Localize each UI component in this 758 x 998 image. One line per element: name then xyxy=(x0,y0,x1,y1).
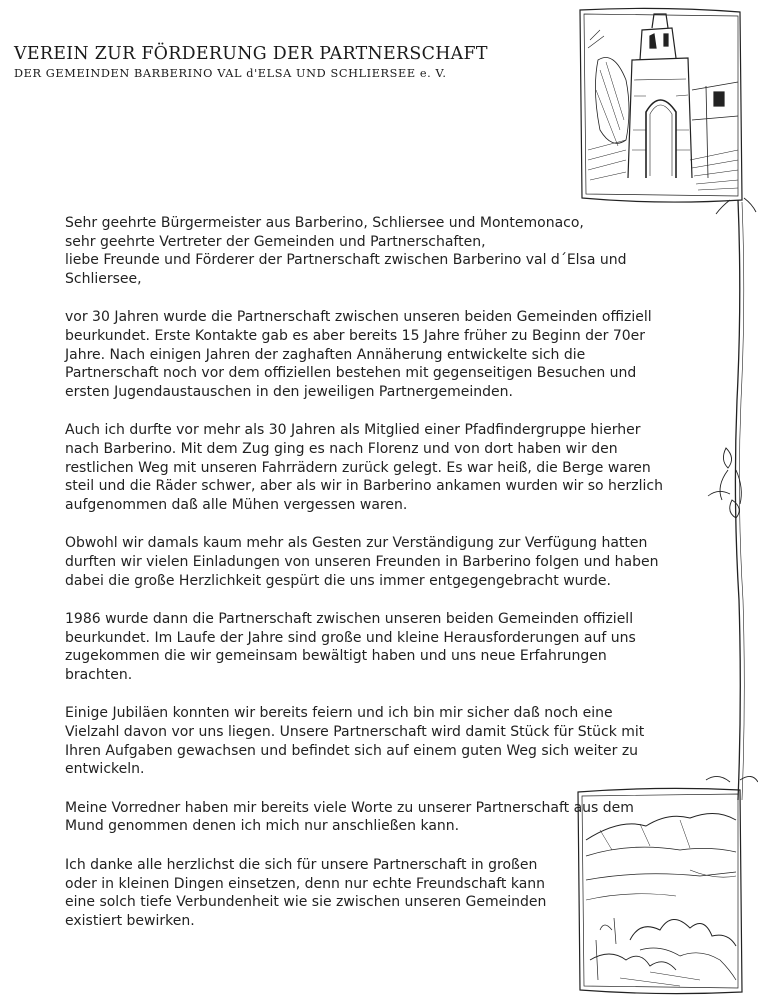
text-line: Jahre. Nach einigen Jahren der zaghaften Annäherung entwickelte sich die xyxy=(65,346,586,363)
text-line: Obwohl wir damals kaum mehr als Gesten zur Verständigung zur Verfügung hatten xyxy=(65,535,648,552)
text-line: Auch ich durfte vor mehr als 30 Jahren als Mitglied einer Pfadfindergruppe hierher xyxy=(65,422,641,439)
text-line: existiert bewirken. xyxy=(65,912,195,929)
text-line: beurkundet. Erste Kontakte gab es aber bereits 15 Jahre früher zu Beginn der 70er xyxy=(65,327,646,344)
text-line: dabei die große Herzlichkeit gespürt die uns immer entgegengebracht wurde. xyxy=(65,572,611,589)
text-line: steil und die Räder schwer, aber als wir in Barberino ankamen wurden wir so herzlich xyxy=(65,478,663,495)
text-line: entwickeln. xyxy=(65,761,145,778)
paragraph-2 xyxy=(65,421,695,514)
text-line: Vielzahl davon vor uns liegen. Unsere Partnerschaft wird damit Stück für Stück mit xyxy=(65,724,645,741)
text-line: Sehr geehrte Bürgermeister aus Barberino, Schliersee und Montemonaco, xyxy=(65,215,584,231)
text-line: liebe Freunde und Förderer der Partnerschaft zwischen Barberino val d´Elsa und xyxy=(65,252,627,269)
text-line: sehr geehrte Vertreter der Gemeinden und Partnerschaften, xyxy=(65,233,486,250)
text-line: ersten Jugendaustauschen in den jeweiligen Partnergemeinden. xyxy=(65,383,513,400)
paragraph-5 xyxy=(65,704,695,778)
text-line: vor 30 Jahren wurde die Partnerschaft zwischen unseren beiden Gemeinden offiziell xyxy=(65,309,652,326)
text-line: Schliersee, xyxy=(65,270,142,287)
paragraph-6 xyxy=(65,799,695,836)
letter-body xyxy=(65,214,695,950)
text-line: 1986 wurde dann die Partnerschaft zwischen unseren beiden Gemeinden offiziell xyxy=(65,611,634,628)
text-line: restlichen Weg mit unseren Fahrrädern zurück gelegt. Es war heiß, die Berge waren xyxy=(65,459,651,476)
paragraph-7 xyxy=(65,856,695,930)
tower-illustration xyxy=(580,8,742,202)
text-line: Mund genommen denen ich mich nur anschließen kann. xyxy=(65,818,460,835)
text-line: Partnerschaft noch vor dem offiziellen bestehen mit gegenseitigen Besuchen und xyxy=(65,365,637,382)
letterhead xyxy=(14,44,574,80)
text-line: Ihren Aufgaben gewachsen und befindet sich auf einem guten Weg sich weiter zu xyxy=(65,742,639,759)
paragraph-3 xyxy=(65,534,695,590)
text-line: Ich danke alle herzlichst die sich für unsere Partnerschaft in großen xyxy=(65,857,538,874)
text-line: aufgenommen daß alle Mühen vergessen waren. xyxy=(65,496,408,513)
text-line: nach Barberino. Mit dem Zug ging es nach Florenz und von dort haben wir den xyxy=(65,440,618,457)
greeting xyxy=(65,214,695,288)
vine-border xyxy=(706,198,758,800)
letterhead-title: VEREIN ZUR FÖRDERUNG DER PARTNERSCHAFT xyxy=(14,44,488,64)
text-line: zugekommen die wir gemeinsam bewältigt haben und uns neue Erfahrungen xyxy=(65,648,607,665)
text-line: oder in kleinen Dingen einsetzen, denn nur echte Freundschaft kann xyxy=(65,875,546,892)
text-line: brachten. xyxy=(65,666,133,683)
text-line: beurkundet. Im Laufe der Jahre sind große und kleine Herausforderungen auf uns xyxy=(65,629,636,646)
text-line: Meine Vorredner haben mir bereits viele Worte zu unserer Partnerschaft aus dem xyxy=(65,799,634,816)
paragraph-1 xyxy=(65,308,695,401)
letterhead-subtitle: DER GEMEINDEN BARBERINO VAL d'ELSA UND SCHLIERSEE e. V. xyxy=(14,67,447,80)
text-line: eine solch tiefe Verbundenheit wie sie zwischen unseren Gemeinden xyxy=(65,894,547,911)
text-line: Einige Jubiläen konnten wir bereits feiern und ich bin mir sicher daß noch eine xyxy=(65,705,613,722)
paragraph-4 xyxy=(65,610,695,684)
text-line: durften wir vielen Einladungen von unseren Freunden in Barberino folgen und haben xyxy=(65,553,659,570)
